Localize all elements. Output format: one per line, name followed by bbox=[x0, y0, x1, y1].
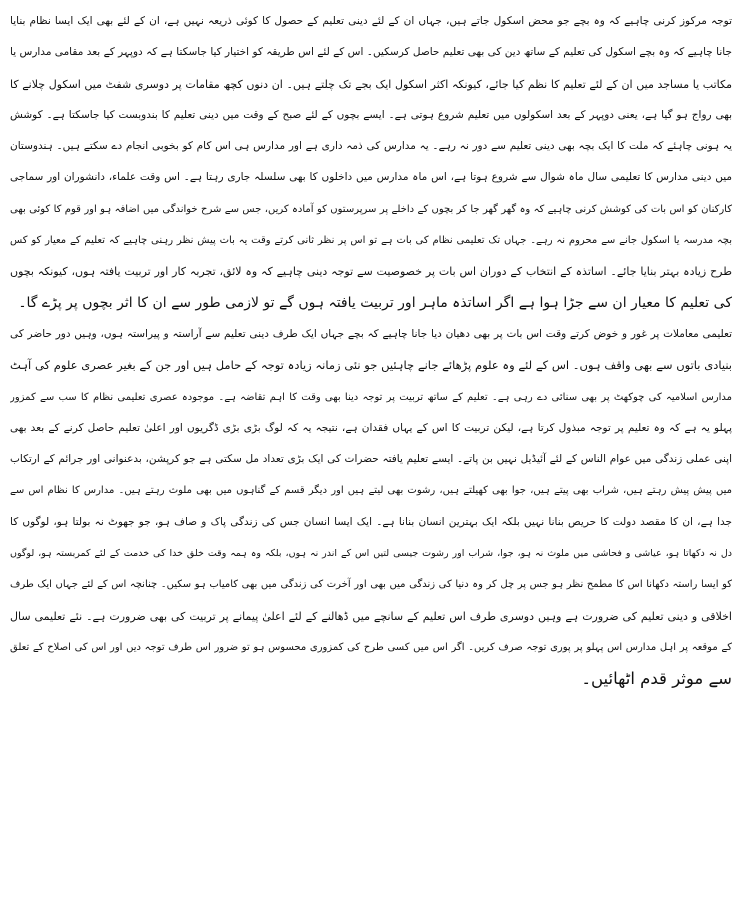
text-line: کارکنان کو اس بات کی کوشش کرنی چاہیے کہ وہ گھر گھر جا کر بچوں کے داخلے پر سرپرستوں کو آمادہ کریں، جس سے شرح خواندگی میں اضافہ ہو اور قوم کا کوئی بھی bbox=[10, 203, 732, 215]
text-line: سے موثر قدم اٹھائیں۔ bbox=[581, 669, 732, 689]
text-line: بنیادی باتوں سے بھی واقف ہوں۔ اس کے لئے وہ علوم پڑھائے جانے چاہئیں جو نئی زمانہ زیادہ توجہ کے حامل ہیں اور جن کے بغیر عصری علوم کی آہٹ bbox=[10, 358, 732, 373]
text-line: یہ ہونی چاہئے کہ ملت کا ایک بچہ بھی دینی تعلیم سے دور نہ رہے۔ یہ مدارس کی ذمہ داری ہے اور مدارس ہی اس کام کو بخوبی انجام دے سکتے ہیں۔ ہندوستان bbox=[10, 140, 732, 153]
text-line: میں پیش پیش رہتے ہیں، شراب بھی پیتے ہیں، جوا بھی کھیلتے ہیں، رشوت بھی لیتے ہیں اور دیگر قسم کے گناہوں میں بھی ملوث رہتے ہیں۔ مدارس کا نظام اس سے bbox=[10, 485, 732, 497]
text-line: کے موقعہ پر اہل مدارس اس پہلو پر پوری توجہ صرف کریں۔ اگر اس میں کسی طرح کی کمزوری محسوس ہو تو ضرور اس طرف توجہ دیں اور اس کی اصلاح کے تعلق bbox=[10, 641, 732, 653]
text-line: اپنی عملی زندگی میں عوام الناس کے لئے آئیڈیل نہیں بن پاتے۔ ایسے تعلیم یافتہ حضرات کی ایک بڑی تعداد مل سکتی ہے جو کرپشن، بدعنوانی اور جرائم کے ارتکاب bbox=[10, 453, 732, 466]
text-line: کی تعلیم کا معیار ان سے جڑا ہوا ہے اگر اساتذہ ماہر اور تربیت یافتہ ہوں گے تو لازمی طور سے ان کا اثر بچوں پر پڑے گا۔ bbox=[18, 294, 732, 311]
text-line: بھی رواج ہو گیا ہے، یعنی دوپہر کے بعد اسکولوں میں تعلیم شروع ہوتی ہے۔ ایسے بچوں کے لئے صبح کے وقت میں دینی تعلیم کا بندوبست کیا جاسکتا ہے۔ کوشش bbox=[10, 108, 732, 121]
text-line: توجہ مرکوز کرنی چاہیے کہ وہ بچے جو محض اسکول جاتے ہیں، جہاں ان کے لئے دینی تعلیم کے حصول کا کوئی ذریعہ نہیں ہے، ان کے لئے بھی ایک ایسا نظام بنایا bbox=[10, 15, 732, 27]
text-line: پہلو یہ ہے کہ وہ تعلیم پر توجہ مبذول کرتا ہے، لیکن تربیت کا اس کے یہاں فقدان ہے، نتیجہ یہ کہ لوگ بڑی بڑی ڈگریوں اور اعلیٰ تعلیم حاصل کرنے کے بعد بھی bbox=[10, 421, 732, 434]
text-line: مدارس اسلامیہ کی چوکھٹ پر بھی سنائی دے رہی ہے۔ تعلیم کے ساتھ تربیت پر توجہ دینا بھی وقت کا اہم تقاضہ ہے۔ موجودہ عصری تعلیمی نظام کا سب سے کمزور bbox=[10, 391, 732, 403]
text-line: تعلیمی معاملات پر غور و خوض کرتے وقت اس بات پر بھی دھیان دیا جانا چاہیے کہ بچے جہاں ایک طرف دینی تعلیم سے آراستہ و پیراستہ ہوں، وہیں دور حاضر کی bbox=[10, 327, 732, 340]
paragraph-1 bbox=[10, 6, 732, 319]
paragraph-2 bbox=[10, 319, 732, 695]
text-line: طرح زیادہ بہتر بنایا جائے۔ اساتذہ کے انتخاب کے دوران اس بات پر خصوصیت سے توجہ دینی چاہیے کہ وہ لائق، تجربہ کار اور تربیت یافتہ ہوں، کیونکہ بچوں bbox=[10, 265, 732, 279]
text-line: مکاتب یا مساجد میں ان کے لئے تعلیم کا نظم کیا جائے، کیونکہ اکثر اسکول ایک بجے تک چلتے ہیں۔ ان دنوں کچھ مقامات پر دوسری شفٹ میں اسکول چلانے کا bbox=[10, 77, 732, 91]
text-line: میں دینی مدارس کا تعلیمی سال ماہ شوال سے شروع ہوتا ہے، اس ماہ مدارس میں داخلوں کا بھی سلسلہ جاری رہتا ہے۔ اس وقت علماء، دانشوران اور سماجی bbox=[10, 171, 732, 184]
text-line: جدا ہے، ان کا مقصد دولت کا حریص بنانا نہیں بلکہ ایک بہترین انسان بنانا ہے۔ ایک ایسا انسان جس کی زندگی پاک و صاف ہو، جو جھوٹ نہ بولتا ہو، لوگوں کا bbox=[10, 515, 732, 528]
text-line: اخلاقی و دینی تعلیم کی ضرورت ہے وہیں دوسری طرف اس تعلیم کے سانچے میں ڈھالنے کے لئے اعلیٰ پیمانے پر تربیت کی بھی ضرورت ہے۔ نئے تعلیمی سال bbox=[10, 609, 732, 623]
text-line: دل نہ دکھاتا ہو، عیاشی و فحاشی میں ملوث نہ ہو، جوا، شراب اور رشوت جیسی لتیں اس کے اندر نہ ہوں، بلکہ وہ ہمہ وقت خلق خدا کی خدمت کے لئے کمربستہ ہو، لوگوں bbox=[10, 548, 732, 560]
text-line: کو ایسا راستہ دکھانا اس کا مطمح نظر ہو جس پر چل کر وہ دنیا کی زندگی میں بھی اور آخرت کی زندگی میں بھی کامیاب ہو سکیں۔ چنانچہ اس کے لئے جہاں ایک طرف bbox=[10, 579, 732, 591]
text-line: بچہ مدرسہ یا اسکول جانے سے محروم نہ رہے۔ جہاں تک تعلیمی نظام کی بات ہے تو اس پر نظر ثانی کرتے وقت یہ بات پیش نظر رہنی چاہیے کہ تعلیم کے معیار کو کس bbox=[10, 235, 732, 247]
text-line: جانا چاہیے کہ وہ بچے اسکول کی تعلیم کے ساتھ دین کی بھی تعلیم حاصل کرسکیں۔ اس کے لئے اس طریقہ کو اختیار کیا جاسکتا ہے کہ دوپہر کے بعد مقامی مدارس یا bbox=[10, 46, 732, 59]
